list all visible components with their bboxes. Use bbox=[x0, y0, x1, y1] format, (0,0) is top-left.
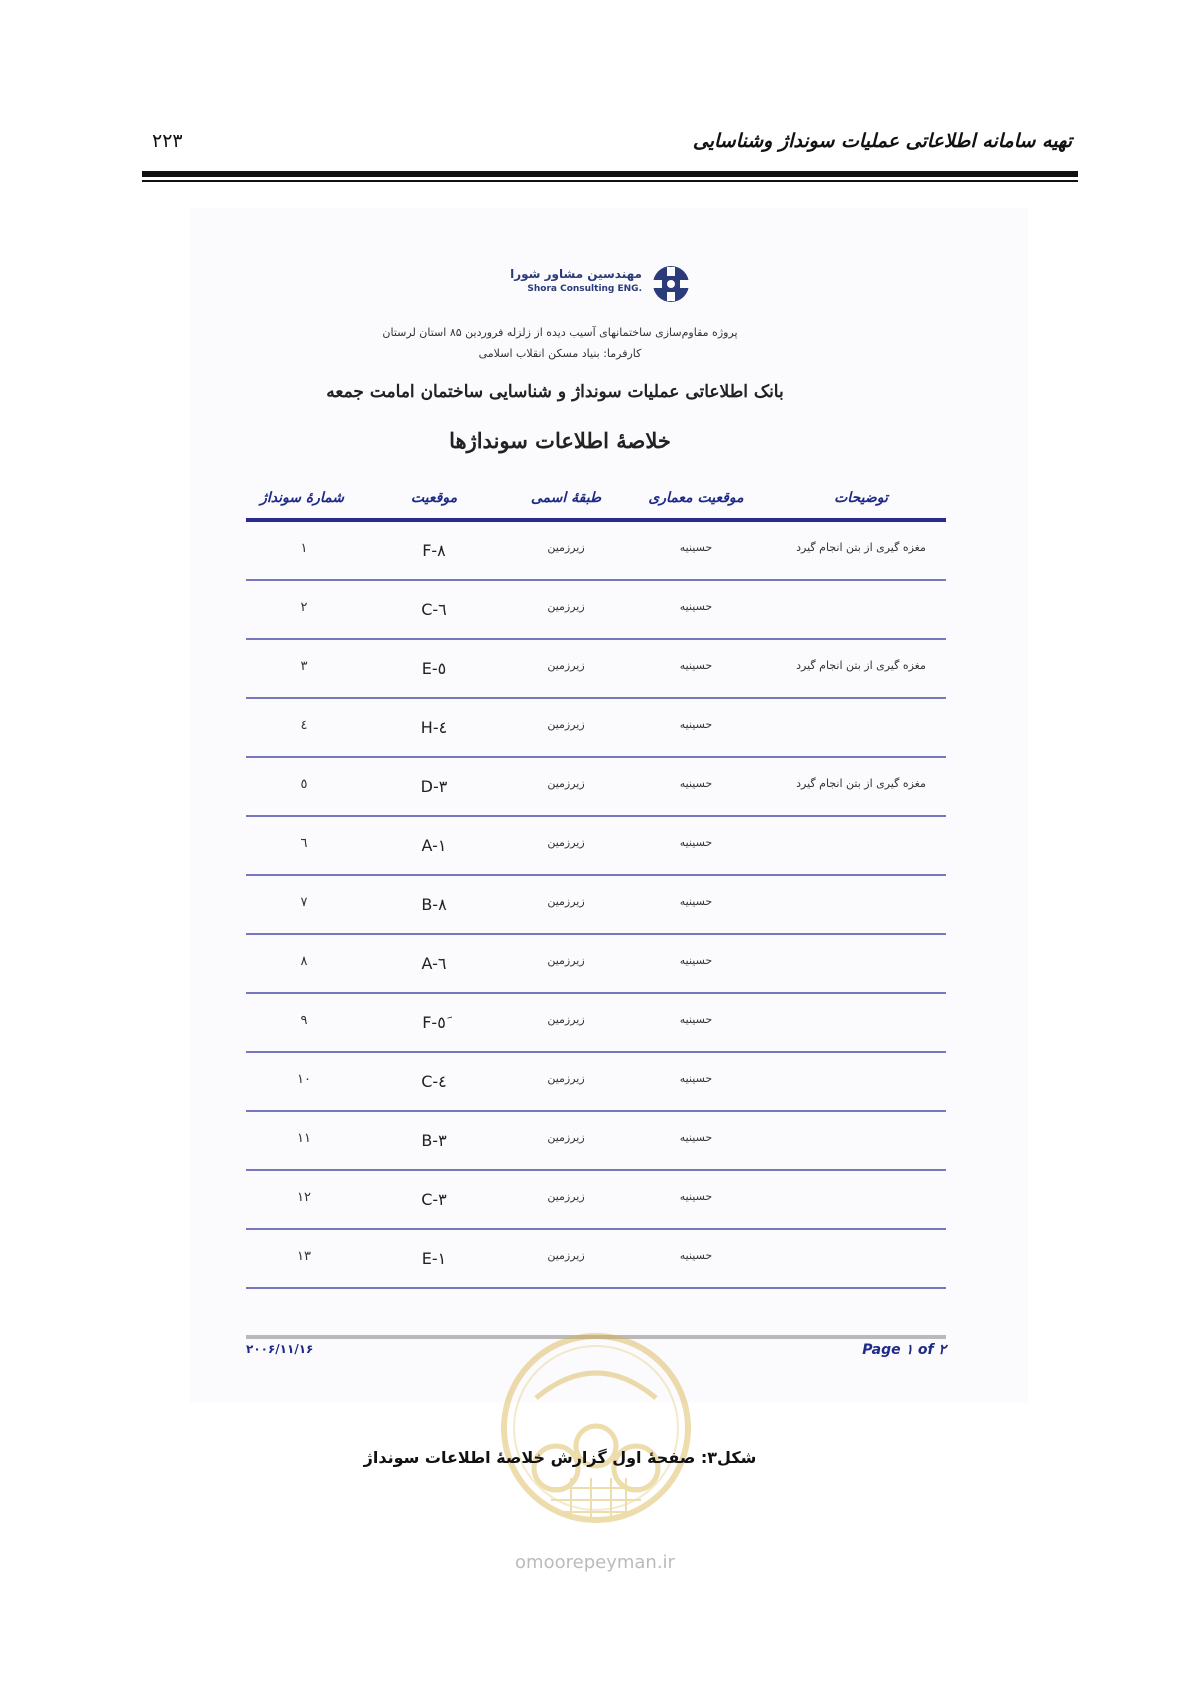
cell-number: ٦ bbox=[300, 836, 308, 851]
cell-arch-location: حسینیه bbox=[679, 1190, 713, 1203]
cell-notes: مغزه گیری از بتن انجام گیرد bbox=[796, 659, 926, 672]
cell-floor: زیرزمین bbox=[547, 1131, 585, 1144]
cell-floor: زیرزمین bbox=[547, 1072, 585, 1085]
cell-location: H-٤ bbox=[420, 718, 448, 737]
table-row bbox=[246, 758, 946, 817]
cell-floor: زیرزمین bbox=[547, 1190, 585, 1203]
cell-floor: زیرزمین bbox=[547, 1249, 585, 1262]
table-row bbox=[246, 935, 946, 994]
page-number: ۲۲۳ bbox=[152, 130, 183, 152]
cell-number: ۱ bbox=[300, 541, 308, 556]
cell-number: ۱۲ bbox=[297, 1190, 311, 1205]
cell-arch-location: حسینیه bbox=[679, 1013, 713, 1026]
cell-arch-location: حسینیه bbox=[679, 954, 713, 967]
cell-arch-location: حسینیه bbox=[679, 777, 713, 790]
table-row bbox=[246, 640, 946, 699]
header-notes: توضیحات bbox=[834, 490, 888, 506]
cell-number: ۹ bbox=[300, 1013, 308, 1028]
table-row bbox=[246, 522, 946, 581]
cell-arch-location: حسینیه bbox=[679, 836, 713, 849]
cell-arch-location: حسینیه bbox=[679, 1131, 713, 1144]
cell-number: ۱۰ bbox=[297, 1072, 311, 1087]
header-location: موقعیت bbox=[410, 490, 458, 506]
cell-arch-location: حسینیه bbox=[679, 1249, 713, 1262]
cell-floor: زیرزمین bbox=[547, 1013, 585, 1026]
cell-number: ۱۱ bbox=[297, 1131, 311, 1146]
watermark-seal-icon bbox=[496, 1328, 696, 1538]
cell-location: A-۱ bbox=[421, 836, 447, 855]
cell-floor: زیرزمین bbox=[547, 836, 585, 849]
cell-arch-location: حسینیه bbox=[679, 895, 713, 908]
cell-location: F-٥َ bbox=[422, 1013, 446, 1032]
table-row bbox=[246, 1230, 946, 1289]
cell-floor: زیرزمین bbox=[547, 718, 585, 731]
cell-floor: زیرزمین bbox=[547, 600, 585, 613]
cell-number: ۲ bbox=[300, 600, 308, 615]
header-arch-location: موقعیت معماری bbox=[648, 490, 744, 506]
table-row bbox=[246, 1112, 946, 1171]
cell-arch-location: حسینیه bbox=[679, 541, 713, 554]
cell-notes: مغزه گیری از بتن انجام گیرد bbox=[796, 777, 926, 790]
report-date: ۲۰۰۶/۱۱/۱۶ bbox=[246, 1342, 314, 1356]
cell-location: E-٥ bbox=[421, 659, 447, 678]
cell-location: C-۳ bbox=[421, 1190, 447, 1209]
cell-floor: زیرزمین bbox=[547, 659, 585, 672]
cell-floor: زیرزمین bbox=[547, 954, 585, 967]
figure-caption: شکل۳: صفحهٔ اول گزارش خلاصهٔ اطلاعات سونداژ bbox=[363, 1448, 757, 1467]
summary-title: خلاصهٔ اطلاعات سونداژها bbox=[449, 428, 671, 453]
table-body bbox=[246, 522, 946, 1289]
running-title: تهیه سامانه اطلاعاتی عملیات سونداژ وشناسایی bbox=[692, 130, 1072, 152]
cell-location: A-٦ bbox=[421, 954, 447, 973]
table-row bbox=[246, 994, 946, 1053]
table-row bbox=[246, 699, 946, 758]
header-rule-thin bbox=[142, 180, 1078, 182]
cell-location: B-۸ bbox=[421, 895, 447, 914]
cell-location: C-٤ bbox=[421, 1072, 447, 1091]
cell-number: ٤ bbox=[300, 718, 308, 733]
cell-arch-location: حسینیه bbox=[679, 1072, 713, 1085]
cell-number: ۸ bbox=[300, 954, 308, 969]
bank-title: بانک اطلاعاتی عملیات سونداژ و شناسایی ساختمان امامت جمعه bbox=[326, 382, 784, 402]
table-row bbox=[246, 817, 946, 876]
firm-name-en: Shora Consulting ENG. bbox=[527, 284, 642, 294]
cell-floor: زیرزمین bbox=[547, 895, 585, 908]
cell-arch-location: حسینیه bbox=[679, 718, 713, 731]
cell-location: F-۸ bbox=[422, 541, 446, 560]
cell-location: D-۳ bbox=[420, 777, 448, 796]
firm-logo-icon bbox=[648, 264, 694, 304]
table-header-row bbox=[246, 486, 946, 522]
table-row bbox=[246, 581, 946, 640]
cell-floor: زیرزمین bbox=[547, 777, 585, 790]
header-number: شمارهٔ سونداژ bbox=[260, 490, 344, 506]
header-rule-thick bbox=[142, 171, 1078, 177]
cell-number: ٥ bbox=[300, 777, 308, 792]
report-page-of: Page ۱ of ۲ bbox=[862, 1342, 946, 1358]
sounding-table bbox=[246, 486, 946, 1289]
project-line: پروژه مقاوم‌سازی ساختمانهای آسیب دیده از زلزله فروردین ۸۵ استان لرستان bbox=[382, 326, 738, 339]
cell-number: ۱۳ bbox=[297, 1249, 311, 1264]
table-row bbox=[246, 1171, 946, 1230]
cell-location: C-٦ bbox=[421, 600, 447, 619]
cell-number: ۷ bbox=[300, 895, 308, 910]
table-row bbox=[246, 876, 946, 935]
watermark-site: omoorepeyman.ir bbox=[515, 1552, 675, 1573]
cell-number: ۳ bbox=[300, 659, 308, 674]
cell-notes: مغزه گیری از بتن انجام گیرد bbox=[796, 541, 926, 554]
cell-arch-location: حسینیه bbox=[679, 600, 713, 613]
cell-location: B-۳ bbox=[421, 1131, 447, 1150]
firm-name-fa: مهندسین مشاور شورا bbox=[510, 267, 642, 281]
cell-location: E-۱ bbox=[421, 1249, 447, 1268]
client-line: کارفرما: بنیاد مسکن انقلاب اسلامی bbox=[478, 347, 642, 360]
header-floor: طبقهٔ اسمی bbox=[530, 490, 602, 506]
cell-floor: زیرزمین bbox=[547, 541, 585, 554]
cell-arch-location: حسینیه bbox=[679, 659, 713, 672]
table-row bbox=[246, 1053, 946, 1112]
